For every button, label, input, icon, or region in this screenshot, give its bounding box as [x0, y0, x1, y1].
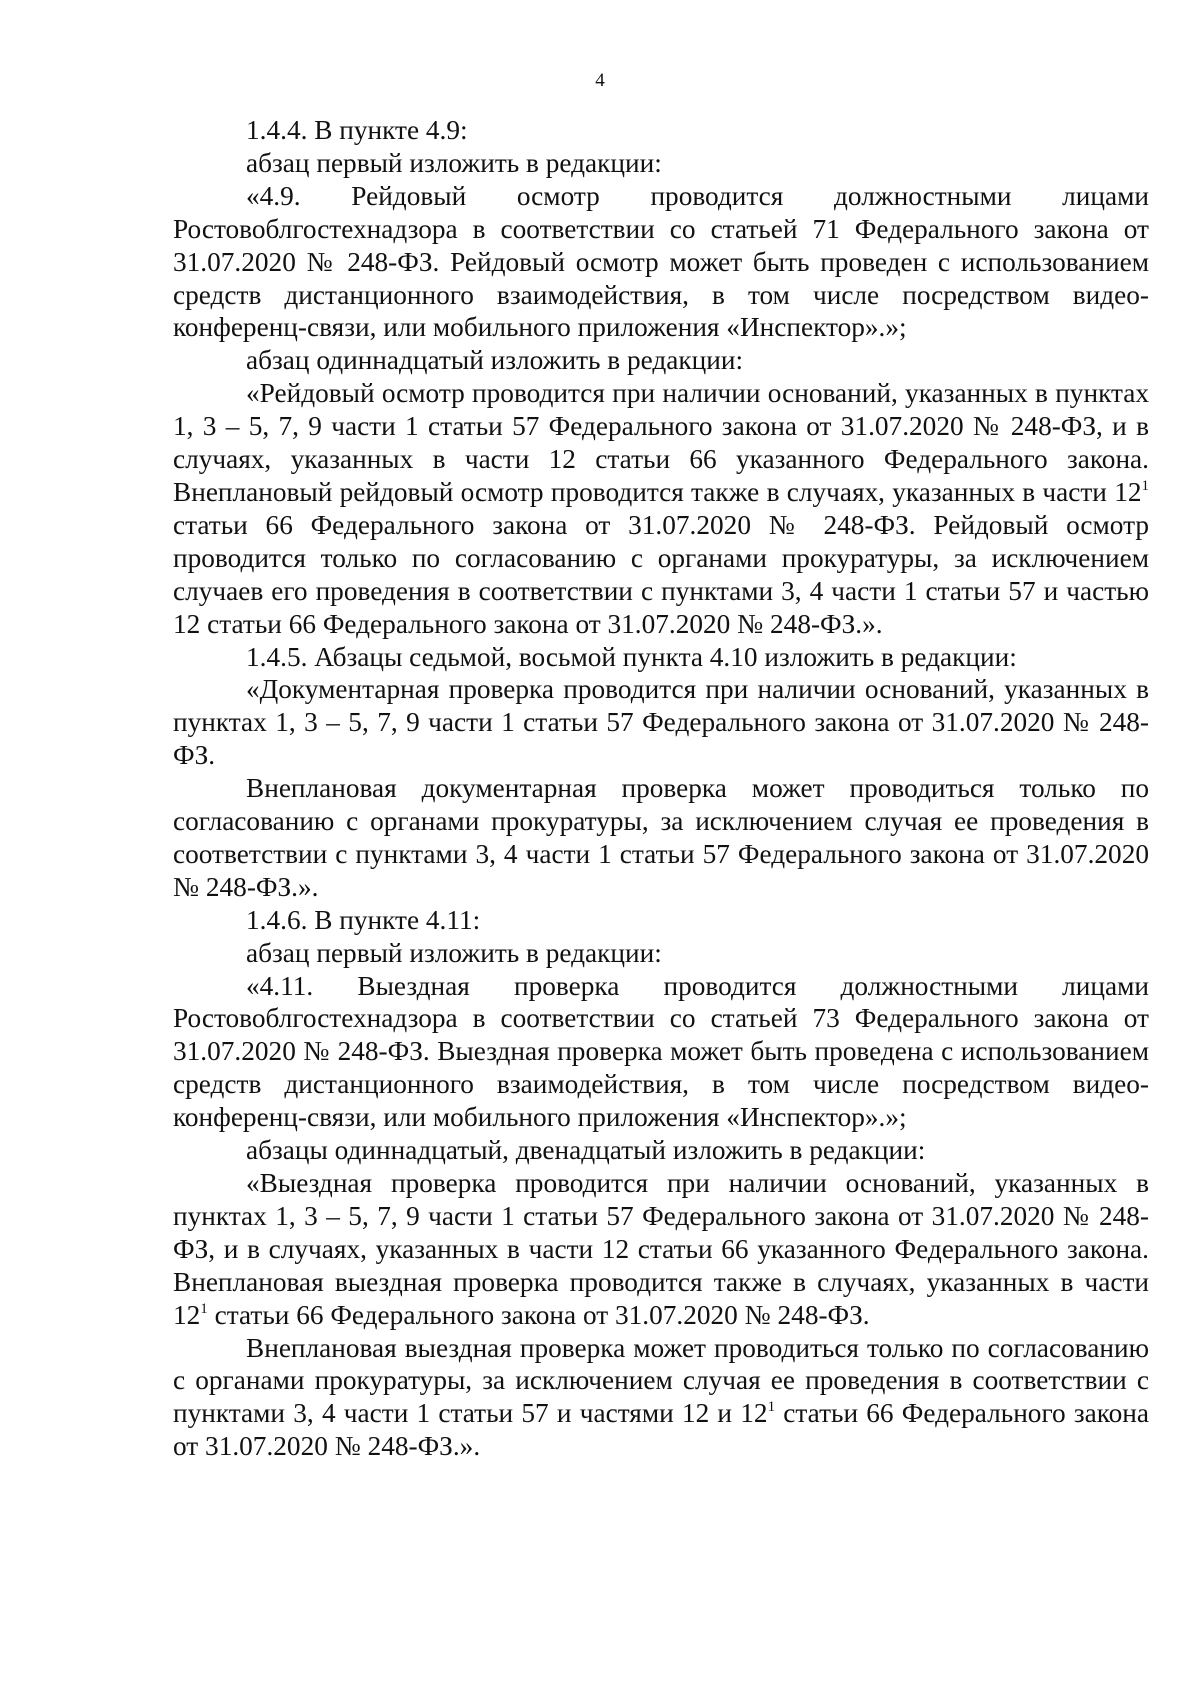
- paragraph: [173, 970, 1149, 1135]
- text-run: «4.9. Рейдовый осмотр проводится должностными лицами Ростовоблгостехнадзора в соответствии со статьей 71 Федерального закона от 31.07.2020 № 248-ФЗ. Рейдовый осмотр может быть проведен с использованием средств дистанционного взаимодействия, в том числе посредством видео-конференц-связи, или мобильного приложения «Инспектор».»;: [173, 180, 1149, 343]
- paragraph: [173, 772, 1149, 904]
- paragraph: [173, 377, 1149, 640]
- superscript: 1: [767, 1399, 776, 1416]
- text-run: статьи 66 Федерального закона от 31.07.2020 № 248-ФЗ. Рейдовый осмотр проводится только по согласованию с органами прокуратуры, за исключением случаев его проведения в соответствии с пунктами 3, 4 части 1 статьи 57 и частью 12 статьи 66 Федерального закона от 31.07.2020 № 248-ФЗ.».: [173, 509, 1149, 639]
- paragraph: [173, 1332, 1149, 1464]
- text-run: «4.11. Выездная проверка проводится должностными лицами Ростовоблгостехнадзора в соответствии со статьей 73 Федерального закона от 31.07.2020 № 248-ФЗ. Выездная проверка может быть проведена с использованием средств дистанционного взаимодействия, в том числе посредством видео-конференц-связи, или мобильного приложения «Инспектор».»;: [173, 970, 1149, 1133]
- text-run: статьи 66 Федерального закона от 31.07.2020 № 248-ФЗ.: [207, 1299, 870, 1330]
- text-run: 1.4.4. В пункте 4.9:: [246, 115, 468, 145]
- text-run: абзацы одиннадцатый, двенадцатый изложить в редакции:: [246, 1135, 926, 1166]
- page-number: 4: [595, 70, 605, 91]
- text-run: абзац одиннадцатый изложить в редакции:: [246, 345, 744, 376]
- text-run: 1.4.6. В пункте 4.11:: [246, 904, 481, 935]
- superscript: 1: [200, 1300, 208, 1317]
- paragraph: [173, 344, 1149, 377]
- paragraph: [173, 937, 1149, 970]
- paragraph: [173, 147, 1149, 180]
- text-run: абзац первый изложить в редакции:: [246, 937, 662, 968]
- text-run: абзац первый изложить в редакции:: [246, 147, 662, 178]
- text-run: «Рейдовый осмотр проводится при наличии оснований, указанных в пунктах 1, 3 – 5, 7, 9 части 1 статьи 57 Федерального закона от 31.07.2020 № 248-ФЗ, и в случаях, указанных в части 12 статьи 66 указанного Федерального закона. Внеплановый рейдовый осмотр проводится также в случаях, указанных в части 12: [173, 378, 1149, 507]
- paragraph: [173, 114, 1149, 147]
- text-run: «Выездная проверка проводится при наличии оснований, указанных в пунктах 1, 3 – 5, 7, 9 части 1 статьи 57 Федерального закона от 31.07.2020 № 248-ФЗ, и в случаях, указанных в части 12 статьи 66 указанного Федерального закона. Внеплановая выездная проверка проводится также в случаях, указанных в части 12: [173, 1168, 1149, 1330]
- text-run: статьи 66 Федерального закона от 31.07.2020 № 248-ФЗ.».: [173, 1398, 1149, 1462]
- document-body: [173, 114, 1149, 1463]
- paragraph: [173, 641, 1149, 674]
- text-run: «Документарная проверка проводится при наличии оснований, указанных в пунктах 1, 3 – 5, 7, 9 части 1 статьи 57 Федерального закона от 31.07.2020 № 248-ФЗ.: [173, 674, 1149, 771]
- paragraph: [173, 673, 1149, 772]
- text-run: 1.4.5. Абзацы седьмой, восьмой пункта 4.10 изложить в редакции:: [246, 641, 1017, 672]
- paragraph: [173, 904, 1149, 937]
- paragraph: [173, 1134, 1149, 1167]
- paragraph: [173, 1167, 1149, 1332]
- text-run: Внеплановая документарная проверка может проводиться только по согласованию с органами прокуратуры, за исключением случая ее проведения в соответствии с пунктами 3, 4 части 1 статьи 57 Федерального закона от 31.07.2020 № 248-ФЗ.».: [173, 773, 1149, 902]
- paragraph: [173, 180, 1149, 345]
- superscript: 1: [1141, 477, 1149, 494]
- text-run: Внеплановая выездная проверка может проводиться только по согласованию с органами прокуратуры, за исключением случая ее проведения в соответствии с пунктами 3, 4 части 1 статьи 57 и частями 12 и 12: [173, 1332, 1149, 1429]
